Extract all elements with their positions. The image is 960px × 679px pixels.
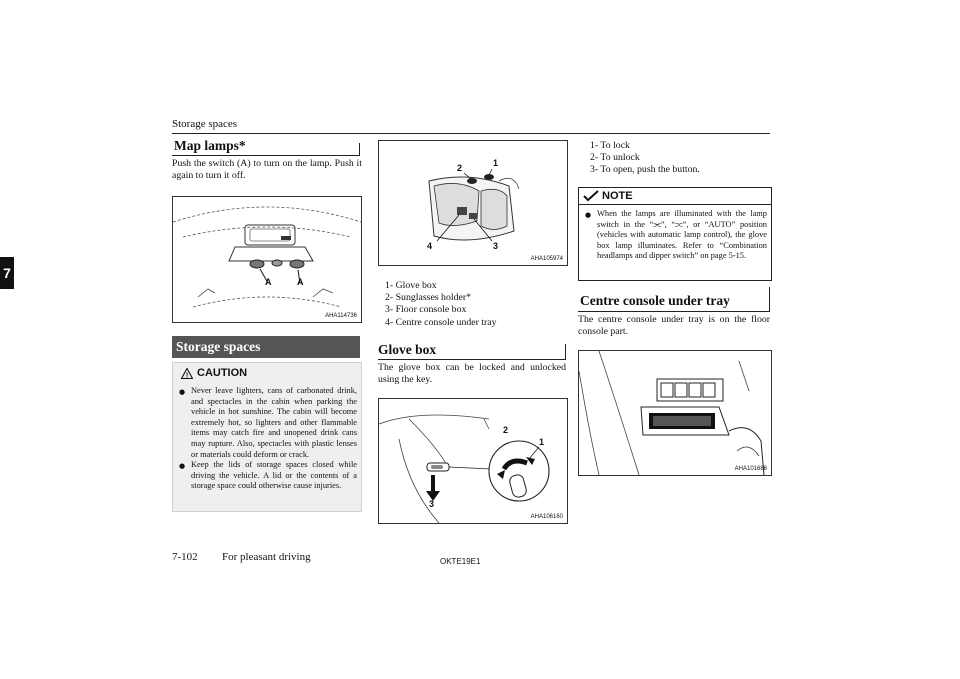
centre-console-title-tick (769, 287, 770, 312)
glove-box-legend (590, 140, 700, 177)
map-lamps-body: Push the switch (A) to turn on the lamp. Push it again to turn it off. (172, 158, 362, 181)
header-rule (172, 133, 770, 134)
caution-item-text: Keep the lids of storage spaces closed while driving the vehicle. A lid or the contents of a storage space could otherwise cause injuries. (191, 460, 357, 491)
glove-box-body: The glove box can be locked and unlocked using the key. (378, 362, 566, 385)
centre-console-figure-code: AHA101686 (734, 466, 767, 472)
caution-item (179, 460, 357, 492)
legend-item: 2- Sunglasses holder* (385, 292, 471, 304)
map-lamps-title: Map lamps* (174, 138, 246, 153)
centre-console-figure (578, 350, 772, 476)
centre-console-title-rule (578, 311, 770, 312)
callout-a-right: A (297, 277, 304, 287)
doc-code: OKTE19E1 (440, 557, 481, 566)
note-header (579, 188, 771, 205)
overview-figure-code: AHA105974 (530, 256, 563, 262)
glove-callout-1: 1 (539, 437, 545, 447)
bullet-icon: ● (179, 388, 186, 396)
map-lamps-title-rule (172, 155, 360, 156)
caution-header (181, 367, 247, 379)
glove-box-figure-code: AHA106160 (530, 514, 563, 520)
map-lamp-illustration (173, 197, 361, 322)
running-header: Storage spaces (172, 118, 238, 130)
caution-list (179, 386, 357, 492)
centre-console-illustration (579, 351, 771, 475)
note-box (578, 187, 772, 281)
legend-item: 1- Glove box (385, 280, 437, 291)
caution-label: CAUTION (197, 367, 248, 379)
legend-item: 1- To lock (590, 140, 630, 151)
svg-text:!: ! (185, 372, 189, 379)
glove-box-title: Glove box (378, 342, 437, 357)
legend-item: 3- To open, push the button. (590, 164, 700, 176)
map-lamps-figure-code: AHA114736 (325, 313, 357, 319)
legend-item: 2- To unlock (590, 152, 640, 164)
legend-item: 4- Centre console under tray (385, 316, 497, 328)
chapter-tab: 7 (0, 257, 14, 289)
glove-callout-3: 3 (429, 499, 435, 509)
map-lamps-title-tick (359, 143, 360, 156)
overview-legend (385, 280, 497, 329)
centre-console-title: Centre console under tray (580, 293, 730, 308)
bullet-icon: ● (179, 462, 186, 471)
footer-section: For pleasant driving (222, 551, 311, 563)
glove-box-title-tick (565, 344, 566, 360)
bullet-icon: ● (585, 211, 592, 219)
overview-callout-2: 2 (457, 163, 463, 173)
caution-item (179, 386, 357, 460)
legend-item: 3- Floor console box (385, 304, 467, 316)
callout-a-left: A (265, 277, 272, 287)
overview-callout-1: 1 (493, 158, 499, 168)
note-item (585, 209, 767, 262)
caution-item-text: Never leave lighters, cans of carbonated drink, and spectacles in the cabin when parking the vehicle in hot sunshine. The cabin will become extremely hot, so lighters and other flammable items may catch fire and unopened drink cans may rupture. Also, spectacles with plastic lenses or materials could deform or crack. (191, 386, 357, 459)
overview-callout-4: 4 (427, 241, 433, 251)
glove-box-figure (378, 398, 568, 524)
warning-triangle-icon (181, 368, 193, 379)
glove-box-title-rule (378, 359, 566, 360)
cabin-overview-illustration (379, 141, 567, 265)
glove-box-illustration (379, 399, 567, 523)
map-lamps-figure (172, 196, 362, 323)
caution-box (172, 362, 362, 512)
storage-overview-figure (378, 140, 568, 266)
storage-spaces-title: Storage spaces (172, 336, 360, 358)
page-number: 7-102 (172, 551, 198, 563)
note-check-icon (583, 190, 599, 202)
note-text: When the lamps are illuminated with the lamp switch in the “⫘”, “⫗”, or “AUTO” position (vehicles with automatic lamp control), the glove box lamp illuminates. Refer to “Combination headlamps and dipper switch” on page 5-15. (597, 209, 767, 261)
glove-callout-2: 2 (503, 425, 509, 435)
note-label: NOTE (602, 190, 633, 202)
overview-callout-3: 3 (493, 241, 499, 251)
centre-console-body: The centre console under tray is on the floor console part. (578, 314, 770, 337)
